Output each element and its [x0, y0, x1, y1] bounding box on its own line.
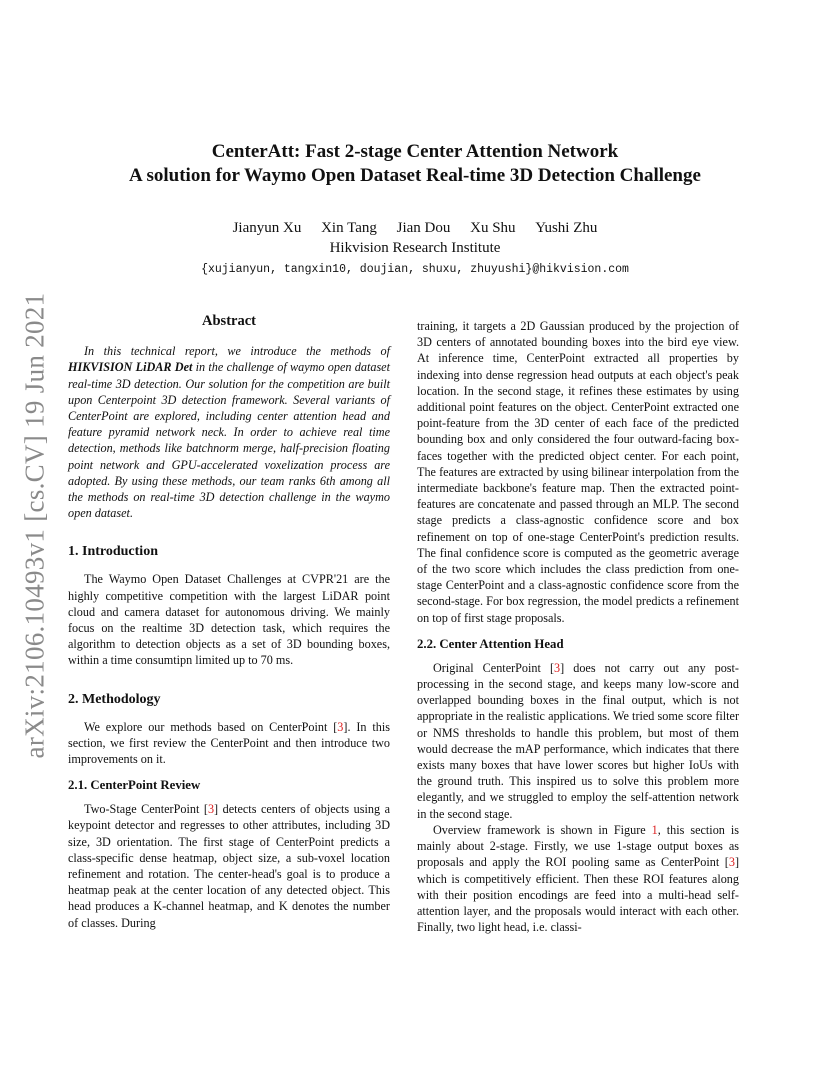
center-attention-paragraph-2	[417, 822, 739, 935]
figure-link[interactable]: 1	[651, 822, 658, 837]
methodology-paragraph	[68, 719, 390, 768]
citation-link[interactable]: 3	[728, 855, 735, 870]
abstract-body	[68, 343, 390, 521]
methodology-heading: 2. Methodology	[68, 691, 161, 707]
left-column	[68, 313, 390, 931]
author-name: Jian Dou	[396, 220, 451, 236]
abstract-text-post: in the challenge of waymo open dataset real-time 3D detection. Our solution for the competition are built upon Centerpoint 3D detection framework. Several variants of CenterPoint are explored, including center attention head and feature pyramid network neck. In order to achieve real time detection, methods like batchnorm merge, half-precision floating point network and GPU-accelerated voxelization process are adopted. By using these methods, our team ranks 6th among all the methods on real-time 3D detection challenge in the waymo open dataset.	[68, 360, 390, 521]
paper-title	[60, 140, 770, 188]
centerpoint-review-continued: training, it targets a 2D Gaussian produced by the projection of 3D centers of annotated bounding boxes into the bird eye view. At inference time, CenterPoint extracted all properties by indexing into dense regression head outputs at each object's peak location. In the second stage, it refines these estimates by using additional point features on the object. CenterPoint extracted one point-feature from the 3D center of each face of the predicted bounding box and only considered the four outward-facing box-faces together with the predicted object center. For each point, The features are extracted by using bilinear interpolation from the intermediate backbone's feature map. Then the extracted point-features are concatenate and passed through an MLP. The second stage predicts a class-agnostic confidence score and box refinement on top of one-stage CenterPoint's prediction results. The final confidence score is computed as the geometric average of the two score which includes the class prediction from one-stage CenterPoint and a class-agnostic confidence score from the second-stage. For box regression, the model predicts a refinement on top of first stage proposals.	[417, 319, 739, 625]
author-name: Xin Tang	[321, 220, 377, 236]
center-attention-paragraph-1	[417, 660, 739, 822]
citation-link[interactable]: 3	[337, 719, 344, 734]
paper-title-line2: A solution for Waymo Open Dataset Real-time 3D Detection Challenge	[129, 165, 701, 186]
team-name: HIKVISION LiDAR Det	[68, 360, 193, 375]
paper-header	[60, 140, 770, 280]
review-text-post: ] detects centers of objects using a keypoint detector and regresses to other attributes, including 3D size, 3D orientation. The first stage of CenterPoint predicts a class-specific dense heatmap, object size, a sub-voxel location refinement and rotation. The center-head's goal is to produce a heatmap peak at the center location of any detected object. This head produces a K-channel heatmap, and K denotes the number of classes. During	[68, 802, 390, 930]
affiliation: Hikvision Research Institute	[329, 240, 501, 256]
review-text-pre: Two-Stage CenterPoint [	[84, 802, 208, 817]
abstract-text-pre: In this technical report, we introduce the methods of	[84, 344, 390, 359]
intro-paragraph: The Waymo Open Dataset Challenges at CVPR'21 are the highly competitive competition with the largest LiDAR point cloud and camera dataset for autonomous driving. We mainly focus on the realtime 3D detection task, which requires the algorithm to detection objects as a set of 3D bounding boxes, within a time consumtipn limited up to 70 ms.	[68, 572, 390, 668]
intro-heading: 1. Introduction	[68, 544, 158, 560]
methodology-text-pre: We explore our methods based on CenterPoint [	[84, 719, 338, 734]
right-column	[417, 318, 739, 935]
arxiv-stamp	[20, 290, 50, 760]
author-name: Xu Shu	[470, 220, 516, 236]
author-name: Jianyun Xu	[232, 220, 302, 236]
centerpoint-review-paragraph	[68, 801, 390, 931]
ca-p2-pre: Overview framework is shown in Figure	[433, 822, 652, 837]
center-attention-heading: 2.2. Center Attention Head	[417, 636, 564, 651]
ca-p2-post: ] which is competitively efficient. Then these ROI features along with their position encodings are feed into a multi-head self-attention layer, and the proposals would interact with each other. Finally, two light head, i.e. classi-	[417, 855, 739, 935]
author-emails: {xujianyun, tangxin10, doujian, shuxu, zhuyushi}@hikvision.com	[201, 263, 629, 276]
abstract-heading: Abstract	[202, 313, 256, 329]
author-list	[60, 218, 770, 238]
methodology-text-post: ]. In this section, we first review the CenterPoint and then introduce two improvements on it.	[68, 719, 390, 767]
ca-p1-post: ] does not carry out any post-processing in the second stage, and keeps many low-score and overlapped bounding boxes in the final output, which is not appropriate in the realistic applications. We tried some score filter or NMS thresholds to handle this problem, but most of them would decrease the mAP performance, which indicates that there exists many boxes that have lower scores but higher IoUs with the ground truth. This inspired us to solve this problem more elegantly, and we struggled to employ the self-attention network in the second stage.	[417, 660, 739, 821]
centerpoint-review-heading: 2.1. CenterPoint Review	[68, 778, 201, 793]
arxiv-stamp-text: arXiv:2106.10493v1 [cs.CV] 19 Jun 2021	[19, 292, 50, 758]
citation-link[interactable]: 3	[207, 802, 215, 817]
ca-p1-pre: Original CenterPoint [	[433, 660, 555, 675]
author-name: Yushi Zhu	[535, 220, 598, 236]
ca-p2-mid: , this section is mainly about 2-stage. Firstly, we use 1-stage output boxes as proposals and apply the ROI pooling same as CenterPoint [	[417, 822, 739, 870]
paper-title-line1: CenterAtt: Fast 2-stage Center Attention Network	[211, 141, 619, 162]
citation-link[interactable]: 3	[554, 660, 561, 675]
